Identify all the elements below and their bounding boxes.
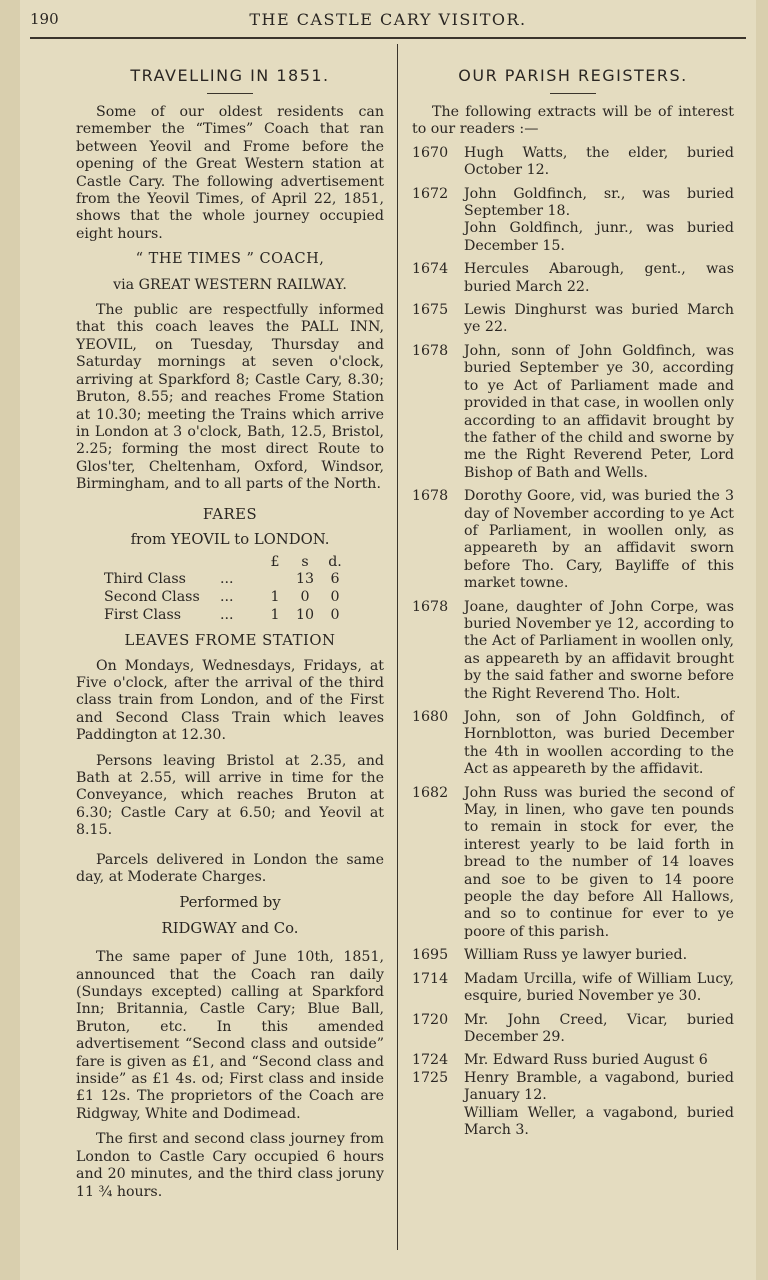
ad-body: The public are respectfully informed that this coach leaves the PALL INN, YEOVIL, on Tuesday, Thursday and Saturday mornings at seven o'clock, arriving at Sparkford 8; Castle Cary, 8.30; Bruton, 8.55; and reaches Frome Station at 10.30; meeting the Trains which arrive in London at 3 o'clock, Bath, 12.5, Bristol, 2.25; forming the most direct Route to Glos'ter, Cheltenham, Oxford, Windsor, Birmingham, and to all parts of the North. (76, 302, 384, 493)
entry-text: Hugh Watts, the elder, buried October 12. (464, 144, 734, 179)
june-body: The same paper of June 10th, 1851, announced that the Coach ran daily (Sundays excepted) calling at Sparkford Inn; Britannia, Castle Cary; Blue Ball, Bruton, etc. In this amended advertisement “Second class and outside” fare is given as £1, and “Second class and inside” as £1 4s. od; First class and inside £1 12s. The proprietors of the Coach are Ridgway, White and Dodimead. (76, 949, 384, 1122)
register-entry (412, 488, 734, 592)
register-entry (412, 1070, 734, 1105)
register-entry (412, 302, 734, 337)
entry-text: Hercules Abarough, gent., was buried March 22. (464, 261, 734, 295)
fare-pounds: 1 (270, 606, 280, 623)
fare-pence: 0 (330, 606, 340, 623)
register-entry (412, 971, 734, 1006)
leaves-body: On Mondays, Wednesdays, Fridays, at Five o'clock, after the arrival of the third class train from London, and of the First and Second Class Train which leaves Paddington at 12.30. (76, 657, 384, 744)
fare-pence: 6 (330, 571, 340, 588)
left-column (76, 60, 384, 1201)
entry-text: William Russ ye lawyer buried. (464, 947, 688, 964)
register-entry (412, 220, 734, 255)
entry-year: 1678 (412, 342, 449, 359)
register-entry (412, 709, 734, 779)
running-header (20, 10, 756, 30)
registers-intro: The following extracts will be of interest to our readers :— (412, 104, 734, 138)
journey-body: The first and second class journey from London to Castle Cary occupied 6 hours and 20 minutes, and the third class joruny 11 ¾ hours. (76, 1131, 384, 1200)
performed-by: Performed by (179, 894, 281, 912)
heading-rule (207, 93, 253, 94)
entry-text: John, son of John Goldfinch, of Hornblotton, was buried December the 4th in woollen according to the Act as appeareth by the affidavit. (464, 709, 734, 778)
column-divider (397, 44, 398, 1250)
entry-text: John Goldfinch, junr., was buried December 15. (464, 220, 734, 254)
register-entry (412, 599, 734, 703)
register-entry (412, 1052, 734, 1069)
register-entry (412, 145, 734, 180)
register-entry (412, 1105, 734, 1140)
register-entry (412, 947, 734, 964)
entry-year: 1682 (412, 784, 449, 801)
fares-title: FARES (202, 505, 258, 523)
heading-rule (550, 93, 596, 94)
unit-shillings: s (301, 554, 309, 571)
fares-route: from YEOVIL to LONDON. (130, 530, 330, 548)
fare-pence: 0 (330, 588, 340, 605)
fare-row (104, 607, 384, 625)
fare-shillings: 13 (295, 571, 315, 588)
entry-text: Mr. John Creed, Vicar, buried December 29. (464, 1011, 734, 1045)
entry-text: Joane, daughter of John Corpe, was buried November ye 12, according to the Act of Parliament in woollen only, as appeareth by an affidavit brought by the said father and sworne before the Right Reverend Tho. Holt. (464, 598, 734, 702)
entry-text: John Russ was buried the second of May, in linen, who gave ten pounds to remain in stock for ever, the interest yearly to be laid forth in bread to the number of 14 loaves and soe to be given to 14 poore people the day before All Hallows, and so to continue for ever to ye poore of this parish. (464, 784, 734, 940)
entry-year: 1678 (412, 598, 449, 615)
fare-shillings: 10 (295, 606, 315, 623)
entry-text: William Weller, a vagabond, buried March 3. (464, 1104, 734, 1138)
publication-title: THE CASTLE CARY VISITOR. (249, 10, 527, 29)
article-heading-registers: OUR PARISH REGISTERS. (458, 66, 688, 85)
register-entry (412, 261, 734, 296)
right-column (412, 60, 734, 1139)
fare-row (104, 571, 384, 589)
entry-year: 1714 (412, 970, 449, 987)
entry-text: Lewis Dinghurst was buried March ye 22. (464, 302, 734, 336)
ad-title: “ THE TIMES ” COACH, (135, 251, 325, 268)
entry-text: Dorothy Goore, vid, was buried the 3 day of November according to ye Act of Parliament, in woollen only, as appeareth by an affidavit sworn before Tho. Cary, Bayliffe of this market towne. (464, 488, 734, 592)
bristol-body: Persons leaving Bristol at 2.35, and Bath at 2.55, will arrive in time for the Conveyance, which reaches Bruton at 6.30; Castle Cary at 6.50; and Yeovil at 8.15. (76, 752, 384, 839)
fare-pounds: 1 (270, 588, 280, 605)
fare-class: Third Class (104, 571, 186, 588)
header-rule (30, 37, 746, 39)
register-entry (412, 785, 734, 942)
leaves-title: LEAVES FROME STATION (124, 632, 336, 650)
fare-class: First Class (104, 606, 182, 623)
fare-class: Second Class (104, 588, 200, 605)
article-heading-travelling: TRAVELLING IN 1851. (130, 66, 330, 85)
fares-units (260, 553, 384, 571)
entry-year: 1675 (412, 302, 449, 319)
register-entry (412, 343, 734, 482)
fare-row (104, 589, 384, 607)
fare-shillings: 0 (300, 588, 310, 605)
register-entry (412, 1012, 734, 1047)
entry-year: 1720 (412, 1011, 449, 1028)
parcels-body: Parcels delivered in London the same day, at Moderate Charges. (76, 851, 384, 885)
entry-year: 1680 (412, 709, 449, 725)
fare-dots: ... (220, 606, 234, 623)
entry-text: John, sonn of John Goldfinch, was buried September ye 30, according to ye Act of Parliament made and provided in that case, in woollen only according to an affidavit brought by the father of the child and sworne by me the Right Reverend Peter, Lord Bishop of Bath and Wells. (464, 342, 734, 481)
entry-year (412, 220, 464, 255)
entry-text: Madam Urcilla, wife of William Lucy, esquire, buried November ye 30. (464, 970, 734, 1005)
ridgway: RIDGWAY and Co. (161, 919, 299, 937)
ad-subtitle: via GREAT WESTERN RAILWAY. (113, 276, 347, 293)
unit-pounds: £ (270, 554, 280, 571)
travelling-intro: Some of our oldest residents can remember the “Times” Coach that ran between Yeovil and Frome before the opening of the Great Western station at Castle Cary. The following advertisement from the Yeovil Times, of April 22, 1851, shows that the whole journey occupied eight hours. (76, 104, 384, 242)
entry-year: 1725 (412, 1069, 449, 1086)
entry-year (412, 1105, 464, 1140)
entry-year: 1674 (412, 261, 449, 278)
entry-text: Henry Bramble, a vagabond, buried January 12. (464, 1069, 734, 1104)
entry-year: 1670 (412, 144, 449, 161)
entry-year: 1724 (412, 1052, 449, 1069)
fare-pounds (260, 571, 290, 589)
entry-year: 1678 (412, 488, 449, 505)
page-number: 190 (30, 10, 59, 28)
fare-dots: ... (220, 571, 234, 588)
register-entry (412, 186, 734, 221)
entry-text: Mr. Edward Russ buried August 6 (464, 1052, 708, 1069)
page (20, 0, 756, 1280)
unit-pence: d. (328, 554, 342, 571)
fare-dots: ... (220, 588, 234, 605)
entry-year: 1695 (412, 947, 449, 964)
entry-text: John Goldfinch, sr., was buried September 18. (464, 185, 734, 220)
entry-year: 1672 (412, 185, 449, 202)
